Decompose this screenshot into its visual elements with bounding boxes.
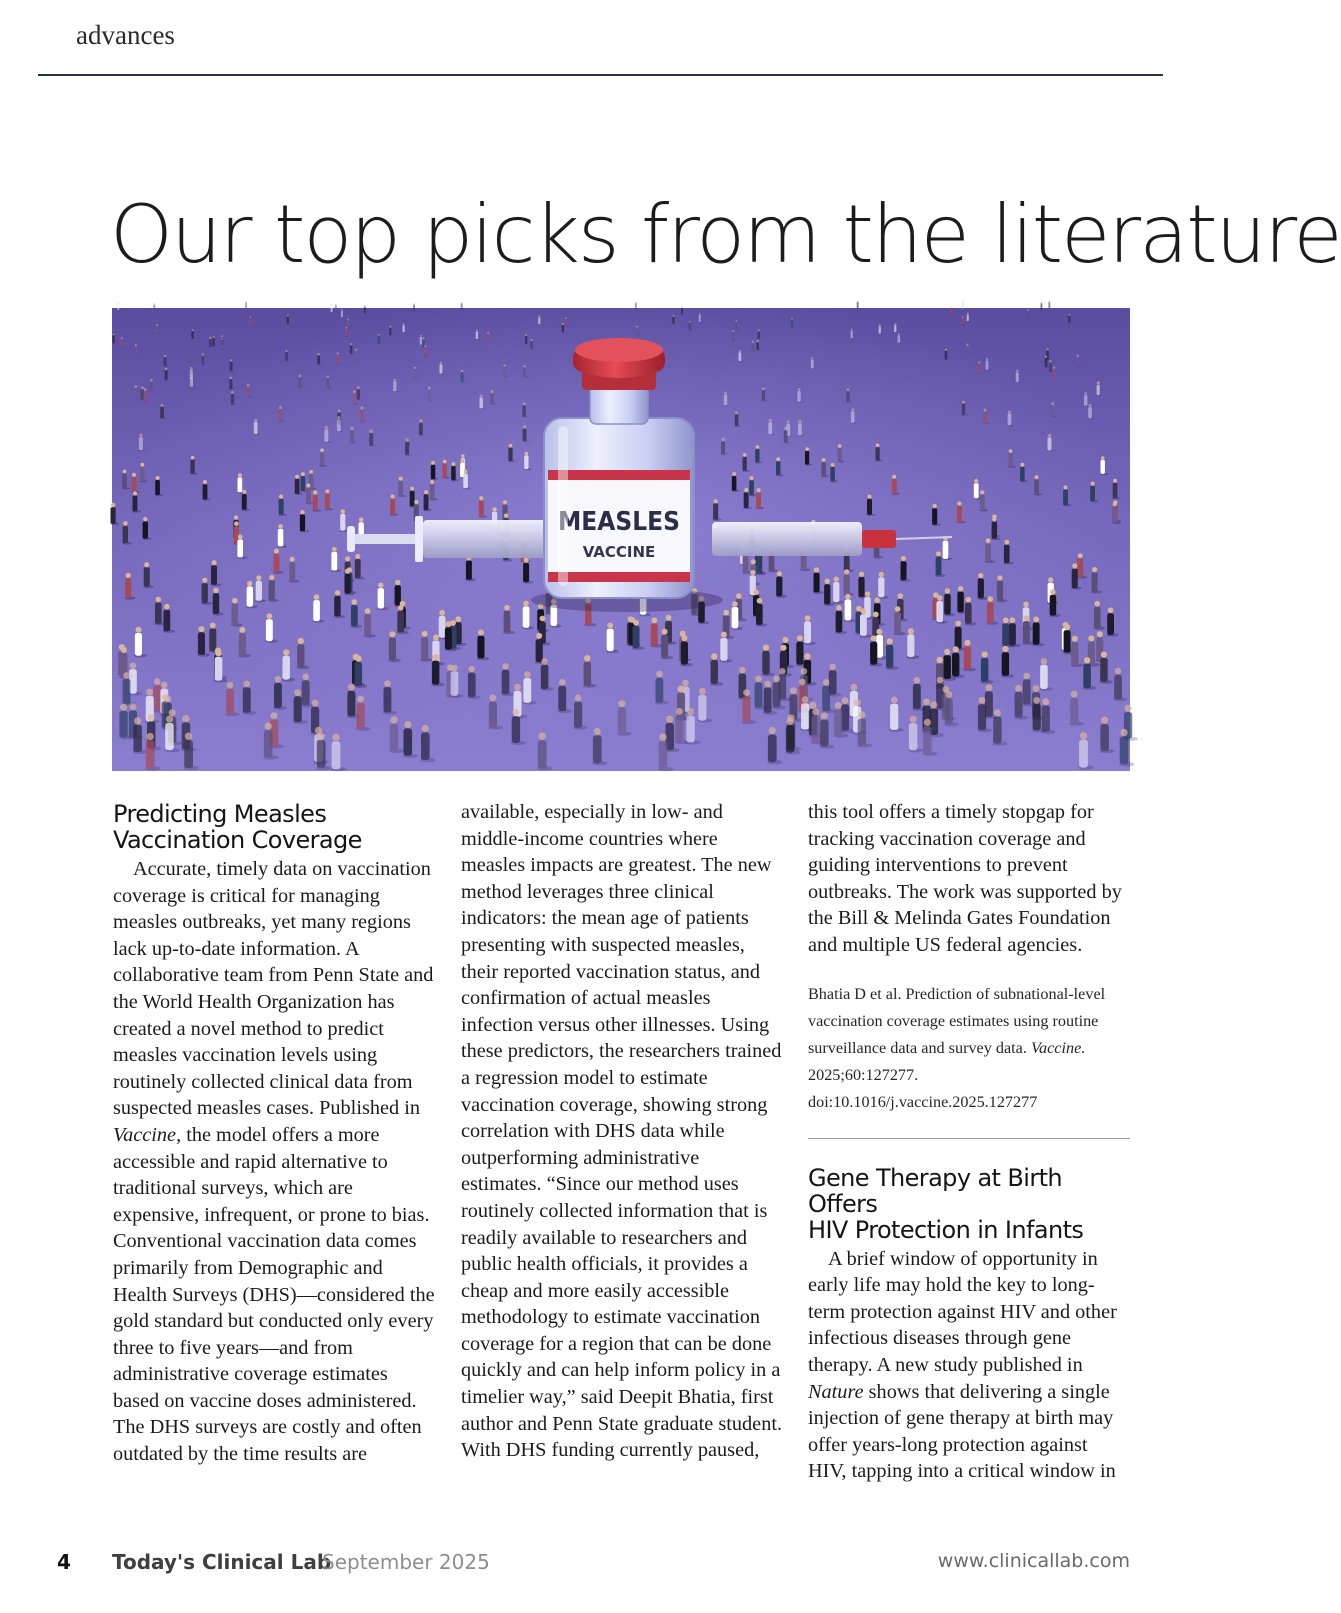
reference-journal: Vaccine. bbox=[1030, 1038, 1086, 1057]
article2-journal: Nature bbox=[808, 1380, 864, 1403]
hero-image bbox=[112, 308, 1130, 771]
page-title: Our top picks from the literature bbox=[110, 188, 1341, 281]
article1-headline-line1: Predicting Measles bbox=[113, 800, 327, 828]
article1-body-part2: , the model offers a more accessible and rapid alternative to traditional surveys, which are expensive, infrequent, or prone to bias. Conventional vaccination data comes primarily from Demographic and Health Surveys (DHS)—considered the gold standard but conducted only every three to five years—and from administrative coverage estimates based on vaccine doses administered. The DHS surveys are costly and often outdated by the time results are bbox=[113, 1123, 435, 1466]
article1-body-part1: Accurate, timely data on vaccination coverage is critical for managing measles outbreaks, yet many regions lack up-to-date information. A collaborative team from Penn State and the World Health Organization has created a novel method to predict measles vaccination levels using routinely collected clinical data from suspected measles cases. Published in bbox=[113, 858, 434, 1120]
article1-headline-line2: Vaccination Coverage bbox=[113, 826, 362, 854]
section-label: advances bbox=[76, 20, 175, 50]
column-2 bbox=[461, 799, 783, 1464]
article1-reference bbox=[808, 981, 1130, 1116]
magazine-name: Today's Clinical Lab bbox=[112, 1550, 332, 1574]
article1-body-continued: available, especially in low- and middle-income countries where measles impacts are greatest. The new method leverages three clinical indicators: the mean age of patients presenting with suspected measles, their reported vaccination status, and confirmation of actual measles infection versus other illnesses. Using these predictors, the researchers trained a regression model to estimate vaccination coverage, showing strong correlation with DHS data while outperforming administrative estimates. “Since our method uses routinely collected information that is readily available to researchers and public health officials, it provides a cheap and more easily accessible methodology to estimate vaccination coverage for a region that can be done quickly and can help inform policy in a timelier way,” said Deepit Bhatia, first author and Penn State graduate student. With DHS funding currently paused, bbox=[461, 801, 783, 1462]
article2-body-part1: A brief window of opportunity in early life may hold the key to long-term protection against HIV and other infectious diseases through gene therapy. A new study published in bbox=[808, 1247, 1117, 1376]
page-footer bbox=[0, 1547, 1200, 1577]
article2-body-part2: shows that delivering a single injection of gene therapy at birth may offer years-long protection against HIV, tapping into a critical window in bbox=[808, 1380, 1116, 1483]
vial-label-line1: MEASLES bbox=[558, 507, 680, 537]
column-3 bbox=[808, 799, 1130, 1485]
column-1 bbox=[113, 799, 435, 1468]
header-rule bbox=[38, 74, 1163, 76]
article1-journal: Vaccine bbox=[113, 1123, 177, 1146]
article2-headline bbox=[808, 1165, 1130, 1243]
article2-body bbox=[808, 1246, 1130, 1485]
reference-part1: Bhatia D et al. Prediction of subnational-level vaccination coverage estimates using routine surveillance data and survey data. bbox=[808, 984, 1106, 1057]
article2-headline-line2: HIV Protection in Infants bbox=[808, 1215, 1084, 1244]
article1-body bbox=[113, 856, 435, 1468]
issue-date: September 2025 bbox=[322, 1550, 490, 1574]
article1-headline bbox=[113, 801, 435, 853]
page-number: 4 bbox=[57, 1550, 71, 1574]
article1-body-end: this tool offers a timely stopgap for tracking vaccination coverage and guiding interventions to prevent outbreaks. The work was supported by the Bill & Melinda Gates Foundation and multiple US federal agencies. bbox=[808, 801, 1122, 956]
reference-part2: 2025;60:127277. doi:10.1016/j.vaccine.2025.127277 bbox=[808, 1065, 1038, 1111]
article-divider bbox=[808, 1138, 1130, 1139]
vial-label-line2: VACCINE bbox=[582, 543, 656, 561]
article2-headline-line1: Gene Therapy at Birth Offers bbox=[808, 1163, 1063, 1218]
website-link[interactable]: www.clinicallab.com bbox=[937, 1550, 1130, 1572]
